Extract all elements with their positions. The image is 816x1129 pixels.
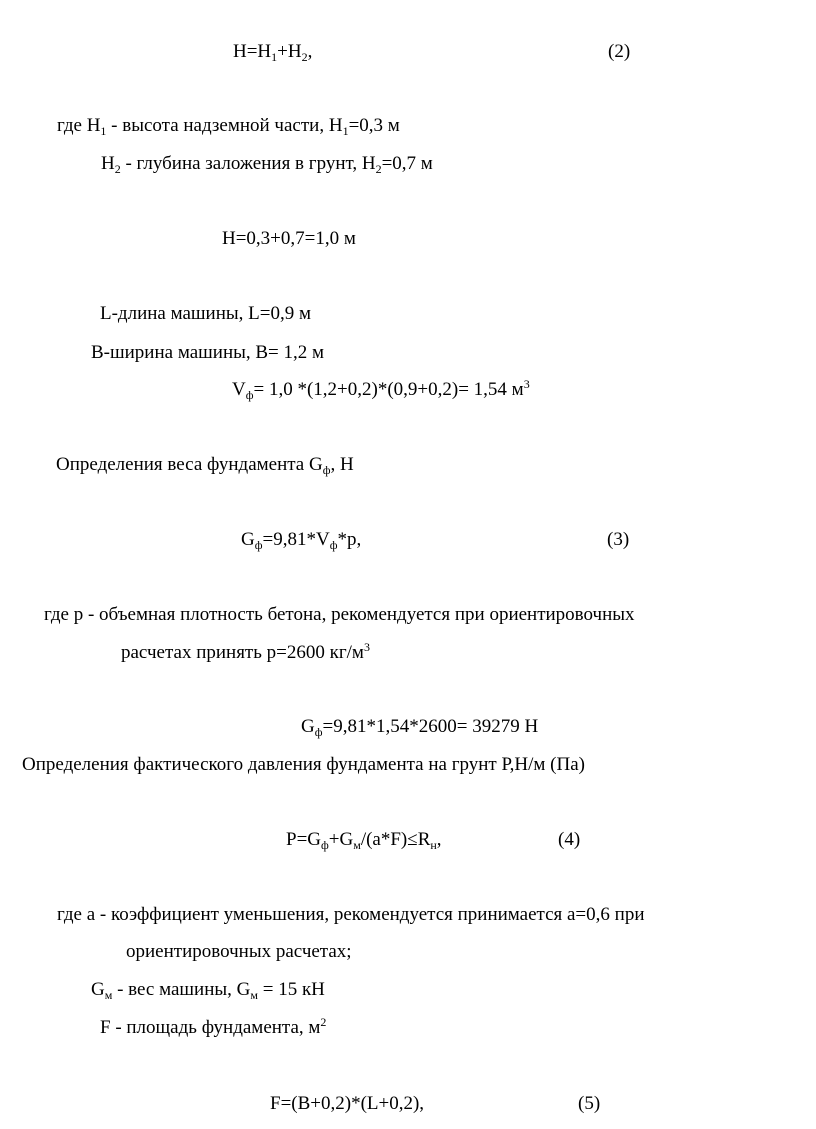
- b-definition: B-ширина машины, B= 1,2 м: [91, 342, 325, 363]
- equation-number-2: (2): [608, 41, 631, 62]
- equation-number-3: (3): [607, 529, 630, 550]
- v-calculation: $V_ф= 1,0$ *(1,2+0,2)*(0,9+0,2)= 1,54 $м^3$: [232, 377, 530, 402]
- equation-3: $G_ф=9,81*V_ф*р$,: [241, 529, 362, 552]
- equation-4: $Р=G_ф+G_м/(a*F)\le R_н$,: [286, 829, 442, 852]
- equation-5: F=(B+0,2)*(L+0,2),: [270, 1093, 425, 1114]
- l-definition: L-длина машины, L=0,9 м: [100, 303, 312, 324]
- h1-definition: где $H_1$ - высота надземной части, $H_1=0,3$ м: [57, 115, 400, 138]
- equation-number-4: (4): [558, 829, 581, 850]
- h-calculation: H=0,3+0,7=1,0 м: [222, 228, 356, 249]
- a-definition-line-2: ориентировочных расчетах;: [126, 941, 352, 962]
- equation-2: $H=H_1+H_2$,: [233, 41, 313, 64]
- gm-definition: $G_м$ - вес машины, $G_м = 15$ кН: [91, 979, 325, 1002]
- weight-section-title: Определения веса фундамента $G_ф$, Н: [56, 454, 354, 477]
- h2-definition: $H_2$ - глубина заложения в грунт, $H_2=0,7$ м: [101, 153, 433, 176]
- a-definition-line-1: где а - коэффициент уменьшения, рекомендуется принимается а=0,6 при: [57, 904, 645, 925]
- rho-definition-line-2: расчетах принять р=2600 $кг/м^3$: [121, 640, 370, 663]
- pressure-section-title: Определения фактического давления фундамента на грунт Р,Н/м (Па): [22, 754, 585, 775]
- equation-number-5: (5): [578, 1093, 601, 1114]
- g-calculation: $G_ф=9,81*1,54*2600= 39279$ Н: [301, 716, 539, 739]
- rho-definition-line-1: где р - объемная плотность бетона, рекомендуется при ориентировочных: [44, 604, 635, 625]
- f-definition: F - площадь фундамента, $м^2$: [100, 1015, 327, 1038]
